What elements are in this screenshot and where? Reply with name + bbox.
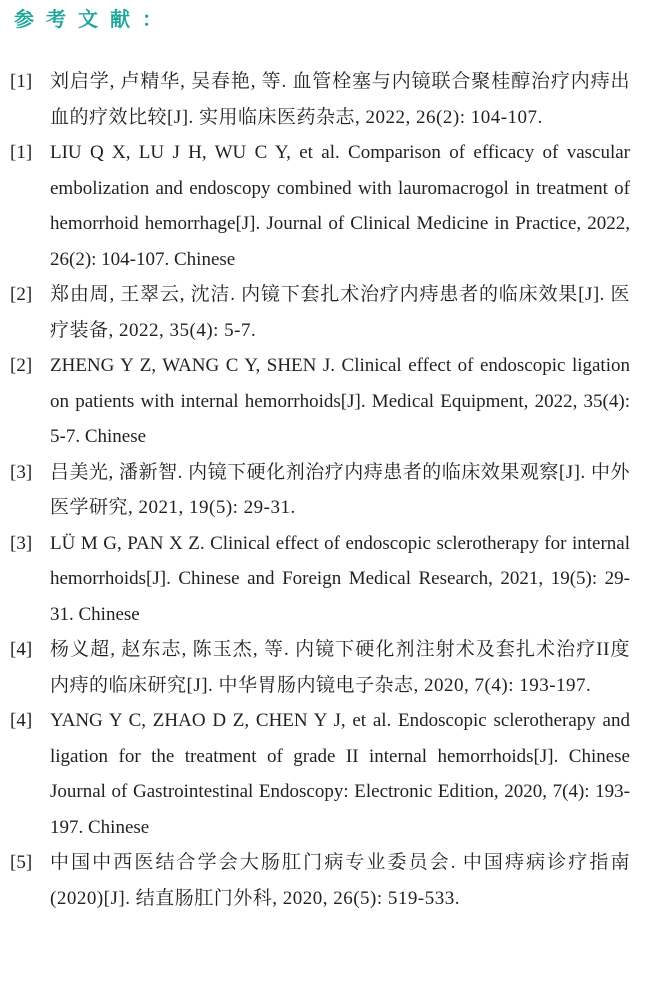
reference-item <box>10 526 630 633</box>
reference-number: [1] <box>10 71 33 92</box>
reference-item <box>10 348 630 455</box>
reference-text: 吕美光, 潘新智. 内镜下硬化剂治疗内痔患者的临床效果观察[J]. 中外医学研究, 2021, 19(5): 29-31. <box>50 461 630 518</box>
reference-text: 杨义超, 赵东志, 陈玉杰, 等. 内镜下硬化剂注射术及套扎术治疗II度内痔的临床研究[J]. 中华胃肠内镜电子杂志, 2020, 7(4): 193-197. <box>50 639 630 696</box>
reference-text: YANG Y C, ZHAO D Z, CHEN Y J, et al. Endoscopic sclerotherapy and ligation for the treatment of grade II internal hemorrhoids[J]. Chinese Journal of Gastrointestinal Endoscopy: Electronic Edition, 2020, 7(4): 193-197. Chinese <box>50 710 630 838</box>
reference-item <box>10 845 630 916</box>
reference-number: [4] <box>10 639 33 660</box>
references-heading: 参考文献： <box>14 7 174 31</box>
reference-list <box>10 64 630 916</box>
reference-text: ZHENG Y Z, WANG C Y, SHEN J. Clinical effect of endoscopic ligation on patients with internal hemorrhoids[J]. Medical Equipment, 2022, 35(4): 5-7. Chinese <box>50 355 630 447</box>
reference-item <box>10 703 630 845</box>
reference-number: [1] <box>10 142 33 163</box>
reference-item <box>10 455 630 526</box>
reference-text: 刘启学, 卢精华, 吴春艳, 等. 血管栓塞与内镜联合聚桂醇治疗内痔出血的疗效比较[J]. 实用临床医药杂志, 2022, 26(2): 104-107. <box>50 71 630 128</box>
reference-item <box>10 632 630 703</box>
reference-text: 郑由周, 王翠云, 沈洁. 内镜下套扎术治疗内痔患者的临床效果[J]. 医疗装备, 2022, 35(4): 5-7. <box>50 284 630 341</box>
reference-number: [5] <box>10 852 33 873</box>
reference-number: [2] <box>10 284 33 305</box>
reference-item <box>10 135 630 277</box>
reference-item <box>10 277 630 348</box>
reference-item <box>10 64 630 135</box>
reference-text: LÜ M G, PAN X Z. Clinical effect of endoscopic sclerotherapy for internal hemorrhoids[J]. Chinese and Foreign Medical Research, 2021, 19(5): 29-31. Chinese <box>50 532 630 625</box>
reference-number: [4] <box>10 710 33 731</box>
reference-number: [2] <box>10 355 33 376</box>
reference-text: LIU Q X, LU J H, WU C Y, et al. Comparison of efficacy of vascular embolization and endoscopy combined with lauromacrogol in treatment of hemorrhoid hemorrhage[J]. Journal of Clinical Medicine in Practice, 2022, 26(2): 104-107. Chinese <box>50 142 630 270</box>
reference-number: [3] <box>10 532 33 554</box>
reference-number: [3] <box>10 461 33 483</box>
reference-text: 中国中西医结合学会大肠肛门病专业委员会. 中国痔病诊疗指南(2020)[J]. 结直肠肛门外科, 2020, 26(5): 519-533. <box>50 852 630 909</box>
